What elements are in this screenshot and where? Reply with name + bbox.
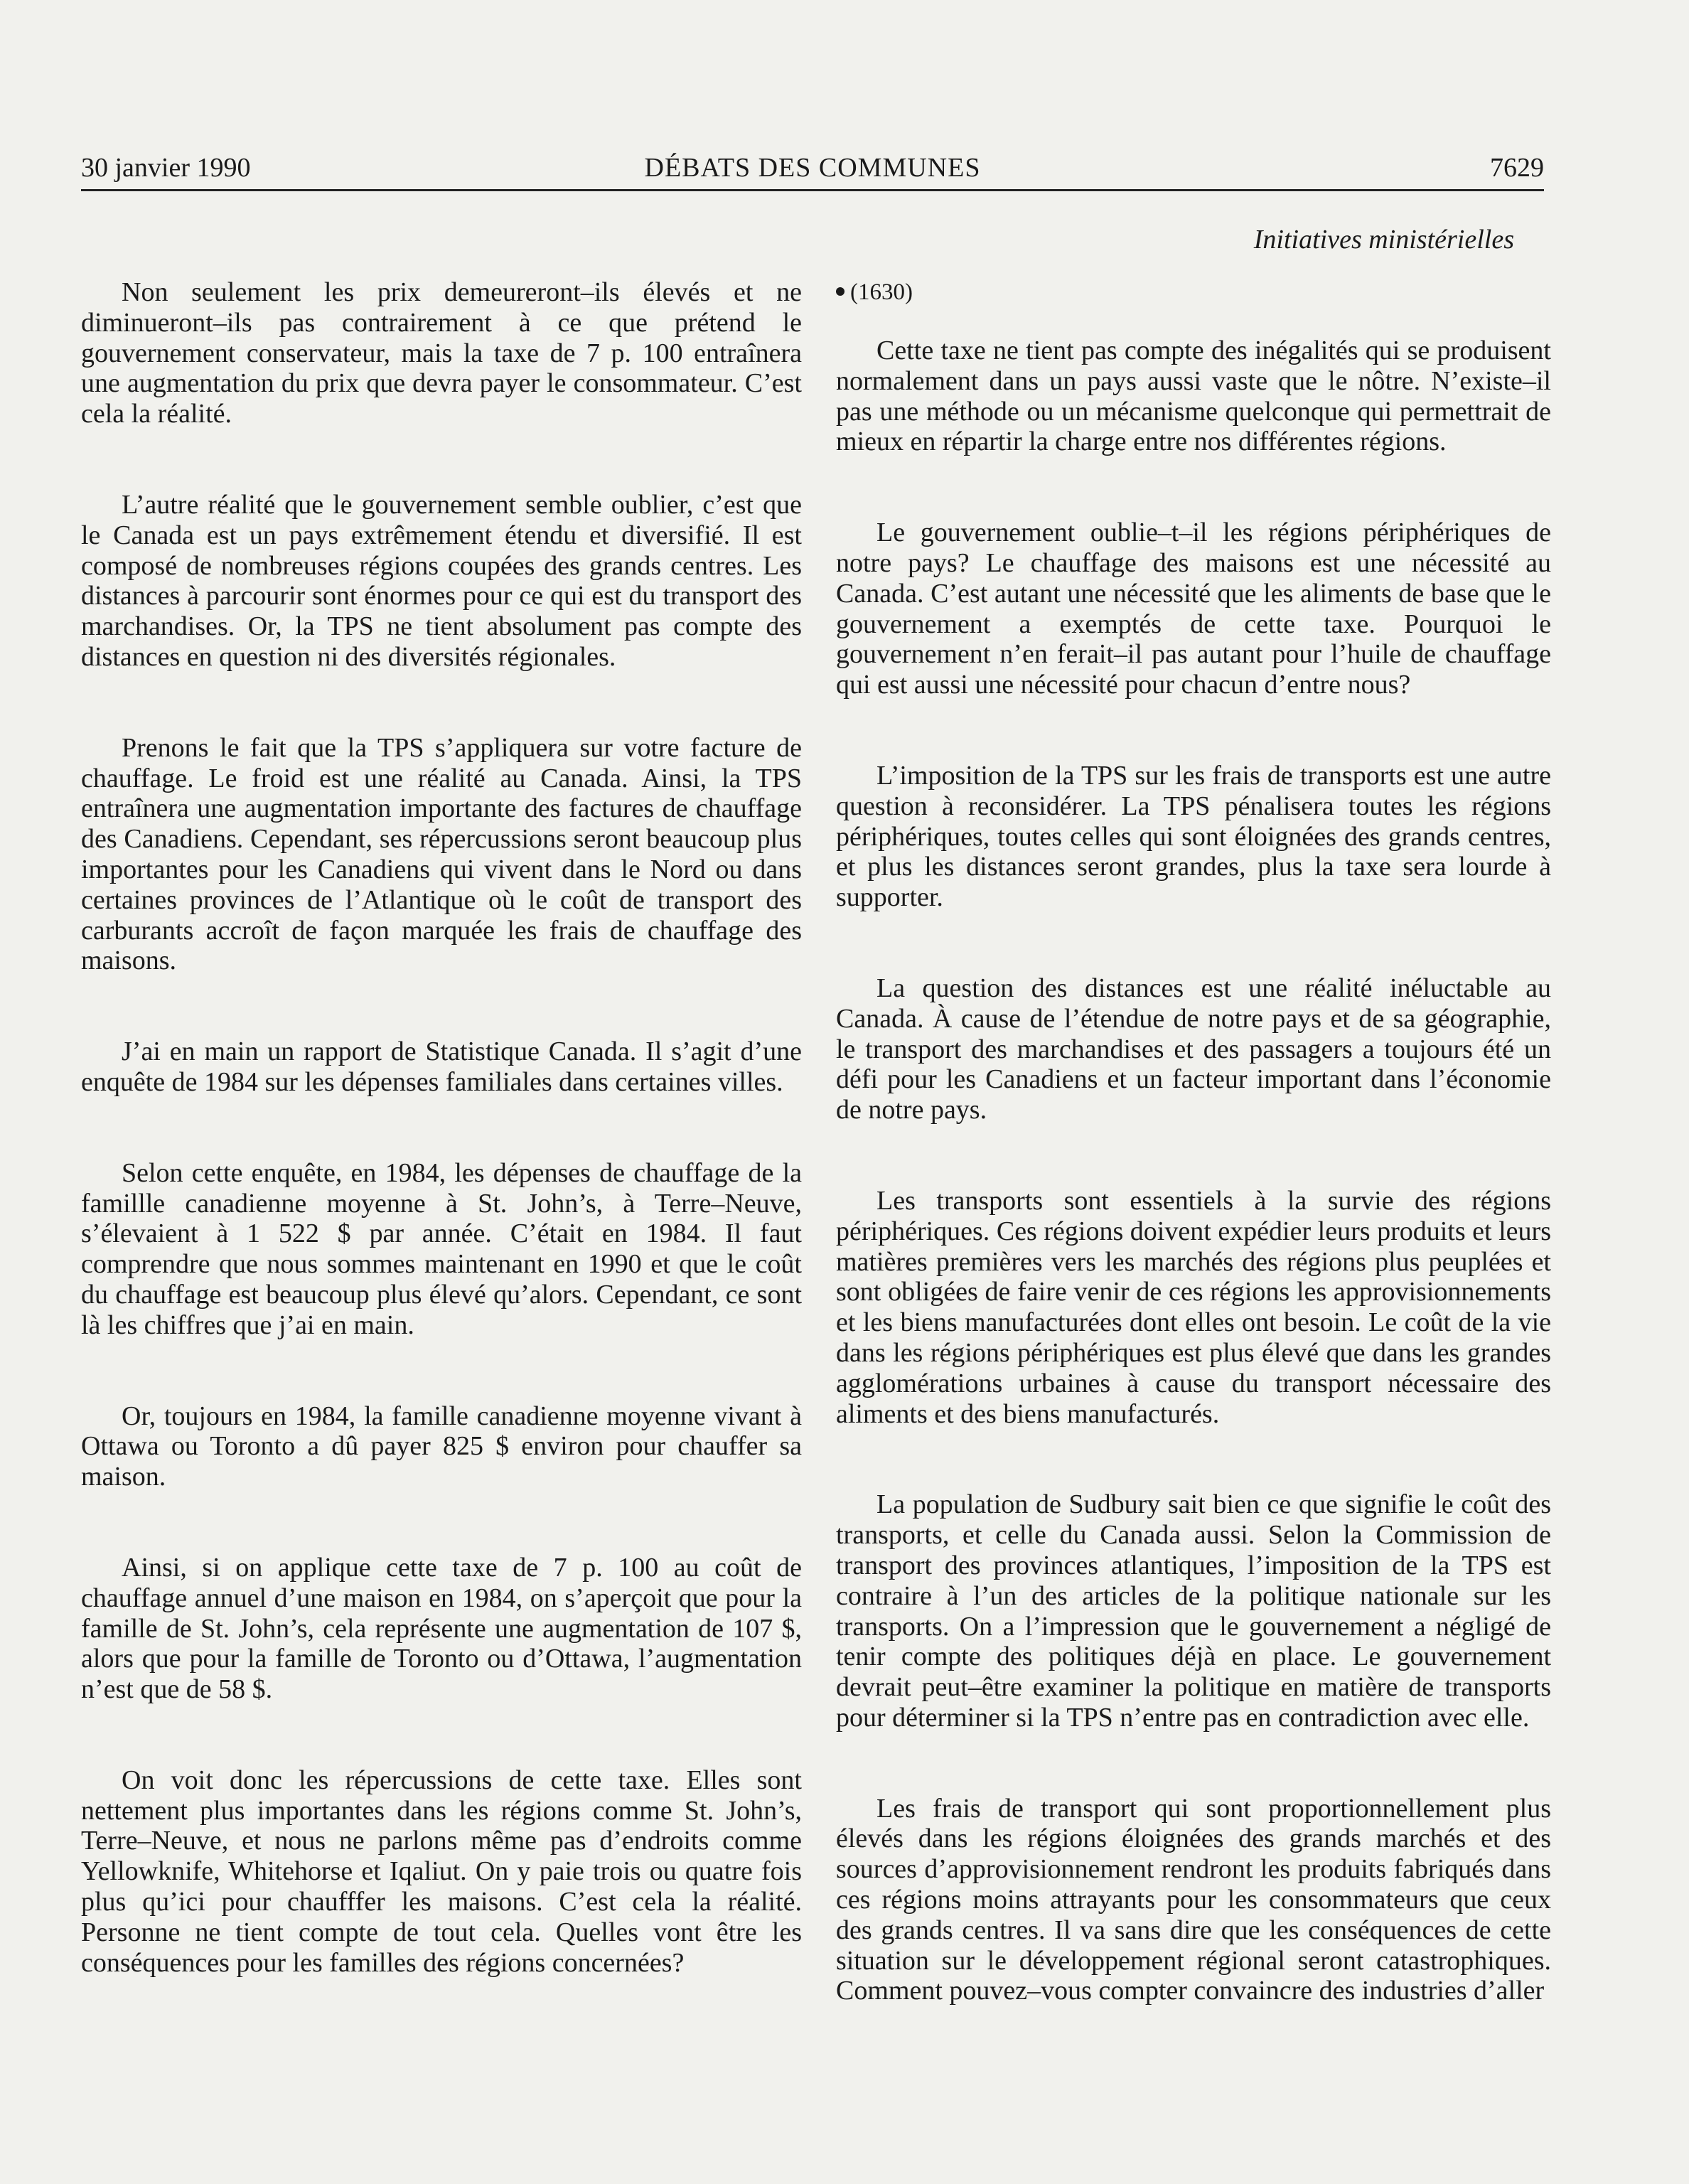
paragraph: Le gouvernement oublie–t–il les régions périphériques de notre pays? Le chauffage des maisons est une nécessité au Canada. C’est autant une nécessité que les aliments de base que le gouvernement a exemptés de cette taxe. Pourquoi le gouvernement n’en ferait–il pas autant pour l’huile de chauffage qui est aussi une nécessité pour chacun d’entre nous?: [836, 518, 1551, 700]
paragraph: Ainsi, si on applique cette taxe de 7 p. 100 au coût de chauffage annuel d’une maison en 1984, on s’aperçoit que pour la famille de St. John’s, cela représente une augmentation de 107 $, alors que pour la famille de Toronto ou d’Ottawa, l’augmentation n’est que de 58 $.: [81, 1552, 802, 1705]
page-header: [81, 148, 1544, 188]
paragraph: L’autre réalité que le gouvernement semble oublier, c’est que le Canada est un pays extrêmement étendu et diversifié. Il est composé de nombreuses régions coupées des grands centres. Les distances à parcourir sont énormes pour ce qui est du transport des marchandises. Or, la TPS ne tient absolument pas compte des distances en question ni des diversités régionales.: [81, 489, 802, 672]
paragraph: La population de Sudbury sait bien ce que signifie le coût des transports, et celle du Canada aussi. Selon la Commission de transport des provinces atlantiques, l’imposition de la TPS est contraire à l’un des articles de la politique nationale sur les transports. On a l’impression que le gouvernement a négligé de tenir compte des politiques déjà en place. Le gouvernement devrait peut–être examiner la politique en matière de transports pour déterminer si la TPS n’entre pas en contradiction avec elle.: [836, 1489, 1551, 1733]
paragraph: Les transports sont essentiels à la survie des régions périphériques. Ces régions doivent expédier leurs produits et leurs matières premières vers les marchés des régions plus peuplées et sont obligées de faire venir de ces régions les approvisionnements et les biens manufacturées dont elles ont besoin. Le coût de la vie dans les régions périphériques est plus élevé que dans les grandes agglomérations urbaines à cause du transport nécessaire des aliments et des biens manufacturés.: [836, 1185, 1551, 1429]
paragraph: Non seulement les prix demeureront–ils élevés et ne diminueront–ils pas contrairement à ce que prétend le gouvernement conservateur, mais la taxe de 7 p. 100 entraînera une augmentation du prix que devra payer le consommateur. C’est cela la réalité.: [81, 277, 802, 429]
header-rule: [81, 189, 1544, 191]
paragraph: Cette taxe ne tient pas compte des inégalités qui se produisent normalement dans un pays aussi vaste que le nôtre. N’existe–il pas une méthode ou un mécanisme quelconque qui permettrait de mieux en répartir la charge entre nos différentes régions.: [836, 336, 1551, 457]
paragraph: On voit donc les répercussions de cette taxe. Elles sont nettement plus importantes dans les régions comme St. John’s, Terre–Neuve, et nous ne parlons même pas d’endroits comme Yellowknife, Whitehorse et Iqaliut. On y paie trois ou quatre fois plus qu’ici pour chaufffer les maisons. C’est cela la réalité. Personne ne tient compte de tout cela. Quelles vont être les conséquences pour les familles des régions concernées?: [81, 1765, 802, 1978]
time-marker: [836, 277, 1551, 307]
paragraph: La question des distances est une réalité inéluctable au Canada. À cause de l’étendue de notre pays et de sa géographie, le transport des marchandises et des passagers a toujours été un défi pour les Canadiens et un facteur important dans l’économie de notre pays.: [836, 973, 1551, 1125]
section-label: Initiatives ministérielles: [1253, 225, 1514, 255]
paragraph: Prenons le fait que la TPS s’appliquera sur votre facture de chauffage. Le froid est une réalité au Canada. Ainsi, la TPS entraînera une augmentation importante des factures de chauffage des Canadiens. Cependant, ses répercussions seront beaucoup plus importantes pour les Canadiens qui vivent dans le Nord ou dans certaines provinces de l’Atlantique où le coût de transport des carburants accroît de façon marquée les frais de chauffage des maisons.: [81, 732, 802, 976]
left-column: [81, 277, 802, 2038]
header-date: 30 janvier 1990: [81, 153, 251, 183]
time-marker-text: (1630): [850, 279, 913, 305]
paragraph: Selon cette enquête, en 1984, les dépenses de chauffage de la famillle canadienne moyenne à St. John’s, à Terre–Neuve, s’élevaient à 1 522 $ par année. C’était en 1984. Il faut comprendre que nous sommes maintenant en 1990 et que le coût du chauffage est beaucoup plus élevé qu’alors. Cependant, ce sont là les chiffres que j’ai en main.: [81, 1157, 802, 1340]
paragraph: L’imposition de la TPS sur les frais de transports est une autre question à reconsidérer. La TPS pénalisera toutes les régions périphériques, toutes celles qui sont éloignées des grands centres, et plus les distances seront grandes, plus la taxe sera lourde à supporter.: [836, 760, 1551, 913]
paragraph: J’ai en main un rapport de Statistique Canada. Il s’agit d’une enquête de 1984 sur les dépenses familiales dans certaines villes.: [81, 1037, 802, 1097]
bullet-icon: [836, 287, 844, 296]
paragraph: Or, toujours en 1984, la famille canadienne moyenne vivant à Ottawa ou Toronto a dû payer 825 $ environ pour chauffer sa maison.: [81, 1401, 802, 1492]
header-title: DÉBATS DES COMMUNES: [644, 153, 981, 183]
header-page-number: 7629: [1490, 153, 1544, 183]
right-column: [836, 277, 1551, 2067]
paragraph: Les frais de transport qui sont proportionnellement plus élevés dans les régions éloignées des grands marchés et des sources d’approvisionnement rendront les produits fabriqués dans ces régions moins attrayants pour les consommateurs que ceux des grands centres. Il va sans dire que les conséquences de cette situation sur le développement régional seront catastrophiques. Comment pouvez–vous compter convaincre des industries d’aller: [836, 1793, 1551, 2006]
